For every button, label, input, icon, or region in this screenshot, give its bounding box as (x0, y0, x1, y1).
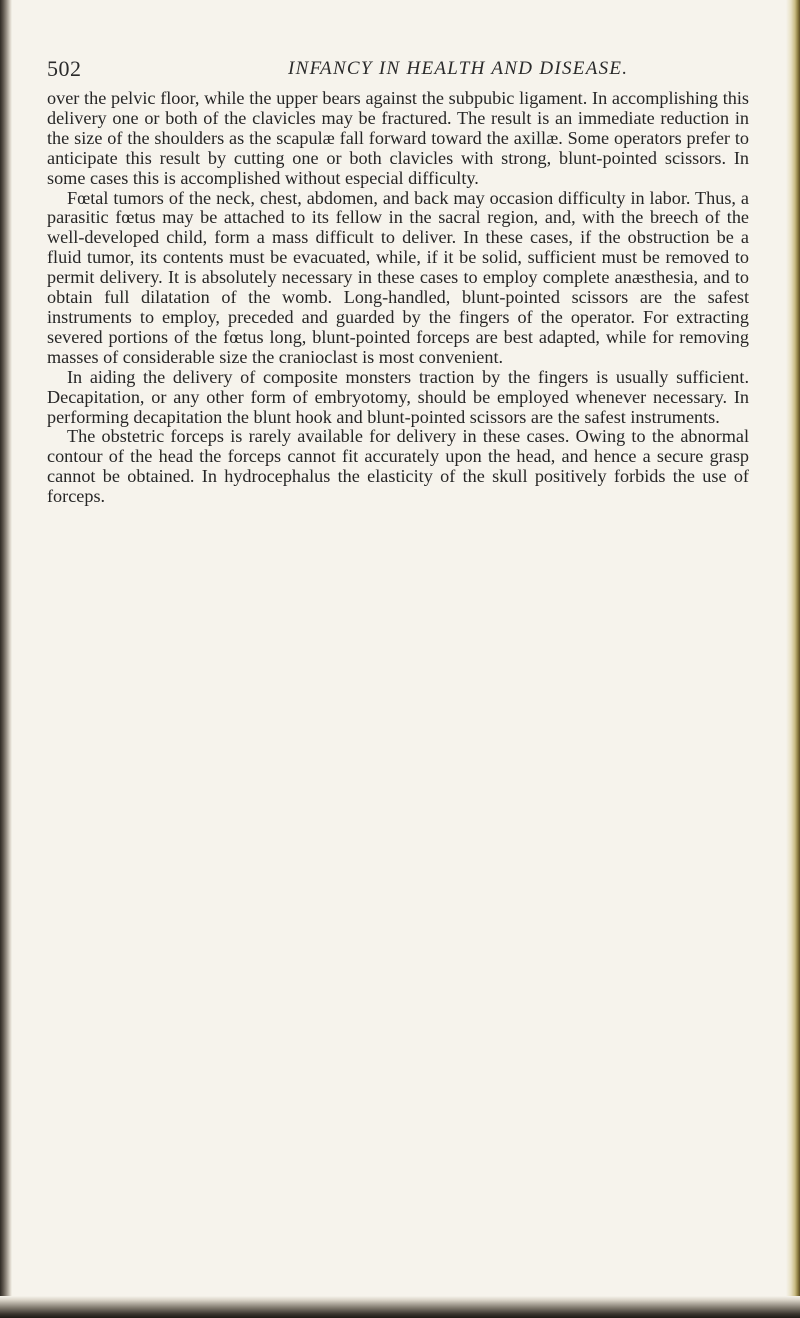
running-head (47, 56, 700, 90)
page-right-edge (786, 0, 800, 1318)
paragraph-3: In aiding the delivery of composite monsters traction by the fingers is usually sufficient. Decapitation, or any other form of embryotomy, should be employed whenever necessary. In performing decapitation the blunt hook and blunt-pointed scissors are the safest instruments. (47, 366, 749, 427)
paragraph-1: over the pelvic floor, while the upper bears against the subpubic ligament. In accomplishing this delivery one or both of the clavicles may be fractured. The result is an immediate reduction in the size of the shoulders as the scapulæ fall forward toward the axillæ. Some operators prefer to anticipate this result by cutting one or both clavicles with strong, blunt-pointed scissors. In some cases this is accomplished without especial difficulty. (47, 88, 749, 188)
paragraph-2: Fœtal tumors of the neck, chest, abdomen, and back may occasion difficulty in labor. Thus, a parasitic fœtus may be attached to its fellow in the sacral region, and, with the breech of the well-developed child, form a mass difficult to deliver. In these cases, if the obstruction be a fluid tumor, its contents must be evacuated, while, if it be solid, sufficient must be removed to permit delivery. It is absolutely necessary in these cases to employ complete anæsthesia, and to obtain full dilatation of the womb. Long-handled, blunt-pointed scissors are the safest instruments to employ, preceded and guarded by the fingers of the operator. For extracting severed portions of the fœtus long, blunt-pointed forceps are best adapted, while for removing masses of considerable size the cranioclast is most convenient. (47, 187, 749, 367)
paragraph-4: The obstetric forceps is rarely available for delivery in these cases. Owing to the abnormal contour of the head the forceps cannot fit accurately upon the head, and hence a secure grasp cannot be obtained. In hydrocephalus the elasticity of the skull positively forbids the use of forceps. (47, 426, 749, 507)
running-title: INFANCY IN HEALTH AND DISEASE. (288, 58, 629, 79)
page-bottom-shadow (0, 1296, 800, 1318)
page-number: 502 (47, 56, 82, 81)
body-text (47, 89, 749, 507)
page-left-shadow (0, 0, 12, 1318)
